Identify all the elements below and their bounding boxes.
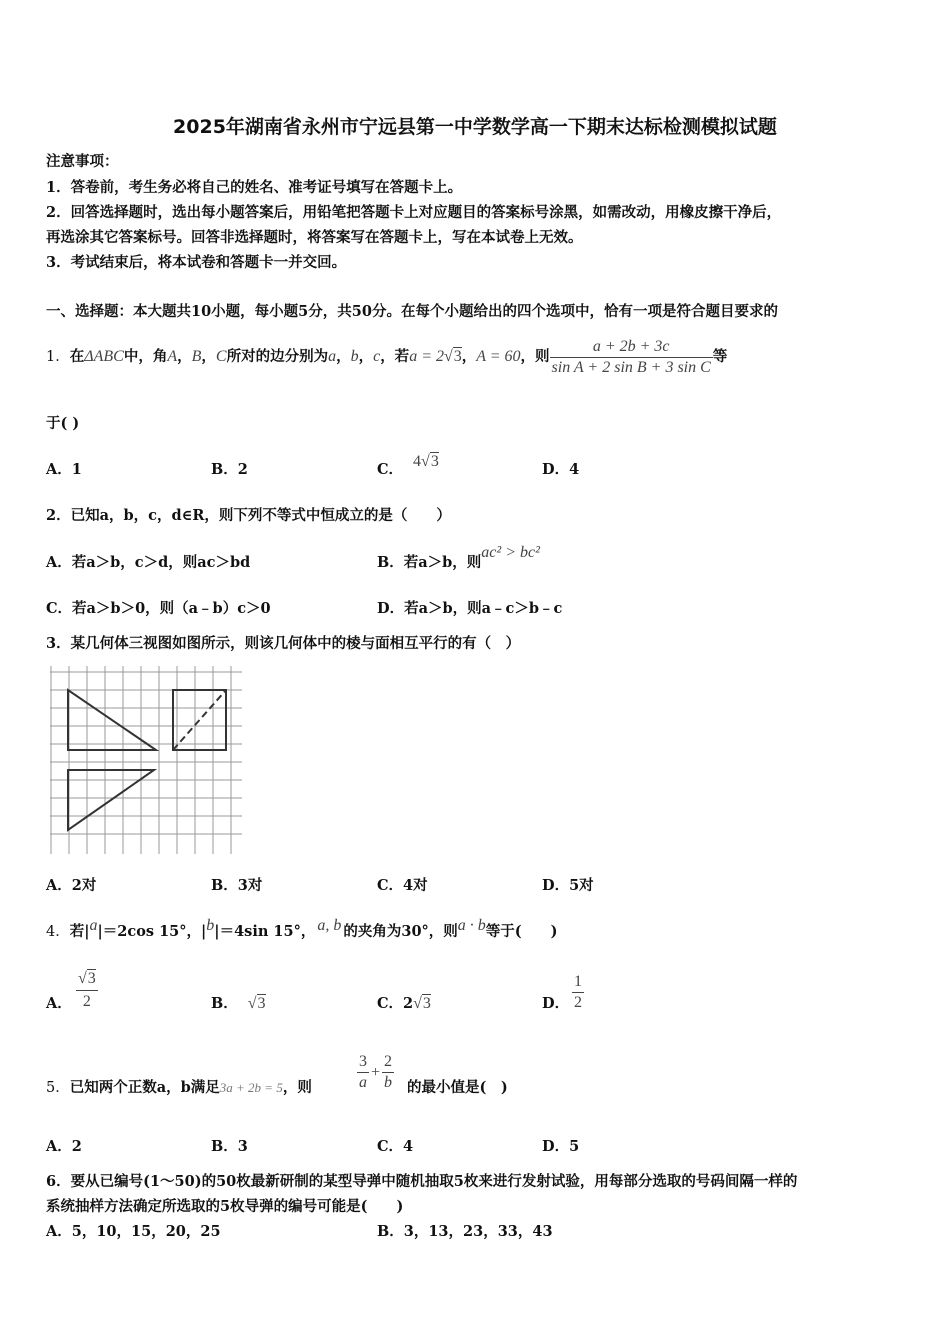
q5-stem-end: 的最小值是( ) [407, 1079, 508, 1096]
question-1: 1．在ΔABC中，角A，B，C所对的边分别为a，b，c，若a = 2√3，A = 60，则 $\frac{a + 2b + 3c}{\text{sin A + 2 sin B + 3 sin C}}$ 等 [46, 337, 728, 376]
question-3: 3．某几何体三视图如图所示，则该几何体中的棱与面相互平行的有（ ） [46, 635, 521, 652]
q1-option-d: D．4 [542, 461, 580, 478]
q1-condition-a: a = 2 [409, 348, 444, 365]
q1-option-c: C． 4√3 [377, 453, 439, 478]
q5-option-d: D．5 [542, 1138, 580, 1155]
three-view-figure [48, 666, 244, 856]
q4-option-b: B． √3 [211, 995, 266, 1012]
q3-option-b: B．3对 [211, 877, 263, 894]
note-3: 3．考试结束后，将本试卷和答题卡一并交回。 [46, 254, 347, 271]
note-2: 2．回答选择题时，选出每小题答案后，用铅笔把答题卡上对应题目的答案标号涂黑，如需改动，用橡皮擦干净后， [46, 204, 782, 221]
q1-fraction: $\frac{a + 2b + 3c}{\text{sin A + 2 sin B + 3 sin C}}$ [551, 337, 711, 376]
q1-condition-A: A = 60 [476, 348, 521, 365]
section-heading: 一、选择题：本大题共10小题，每小题5分，共50分。在每个小题给出的四个选项中，恰有一项是符合题目要求的 [46, 303, 778, 320]
q5-option-a: A．2 [46, 1138, 82, 1155]
notes-heading: 注意事项： [46, 153, 119, 170]
q2-option-b: B．若a＞b，则ac² > bc² [377, 544, 540, 571]
q4-option-a-fraction: $\frac{√3}{2}$ [76, 968, 98, 1013]
front-view-triangle [68, 690, 156, 750]
q4-option-d-label: D． [542, 995, 570, 1012]
question-2: 2．已知a，b，c，d∈R，则下列不等式中恒成立的是（ ） [46, 507, 451, 524]
q3-option-c: C．4对 [377, 877, 428, 894]
question-6: 6．要从已编号(1～50)的50枚最新研制的某型导弹中随机抽取5枚来进行发射试验，用每部分选取的号码间隔一样的 [46, 1173, 798, 1190]
q3-option-a: A．2对 [46, 877, 97, 894]
q4-option-c: C．2√3 [377, 995, 431, 1012]
page-title: 2025年湖南省永州市宁远县第一中学数学高一下期末达标检测模拟试题 [173, 116, 777, 138]
q6-option-a: A．5，10，15，20，25 [46, 1223, 221, 1240]
q5-expression: $\frac{3}{a}$ + $\frac{2}{b}$ [359, 1053, 393, 1091]
q4-option-d-fraction: $\frac{1}{2}$ [574, 973, 582, 1011]
q2-option-d: D．若a＞b，则a﹣c＞b﹣c [377, 600, 563, 617]
question-6-cont: 系统抽样方法确定所选取的5枚导弹的编号可能是( ) [46, 1198, 404, 1215]
q1-number: 1． [46, 349, 70, 365]
note-2-cont: 再选涂其它答案标号。回答非选择题时，将答案写在答题卡上，写在本试卷上无效。 [46, 229, 583, 246]
question-5: 5．已知两个正数a，b满足3a + 2b = 5，则 [46, 1079, 312, 1096]
q5-option-b: B．3 [211, 1138, 248, 1155]
note-1: 1．答卷前，考生务必将自己的姓名、准考证号填写在答题卡上。 [46, 179, 463, 196]
q3-option-d: D．5对 [542, 877, 594, 894]
q1-stem-cont: 于( ) [46, 415, 80, 432]
q1-option-b: B．2 [211, 461, 248, 478]
q4-option-a-label: A． [46, 995, 72, 1012]
q1-option-a: A．1 [46, 461, 82, 478]
q2-option-a: A．若a＞b，c＞d，则ac＞bd [46, 554, 251, 571]
question-4: 4．若|a|＝2cos 15°，|b|＝4sin 15°， a, b 的夹角为30°，则a · b等于( ) [46, 917, 558, 940]
q6-option-b: B．3，13，23，33，43 [377, 1223, 553, 1240]
q2-option-c: C．若a＞b＞0，则（a﹣b）c＞0 [46, 600, 271, 617]
q5-option-c: C．4 [377, 1138, 414, 1155]
